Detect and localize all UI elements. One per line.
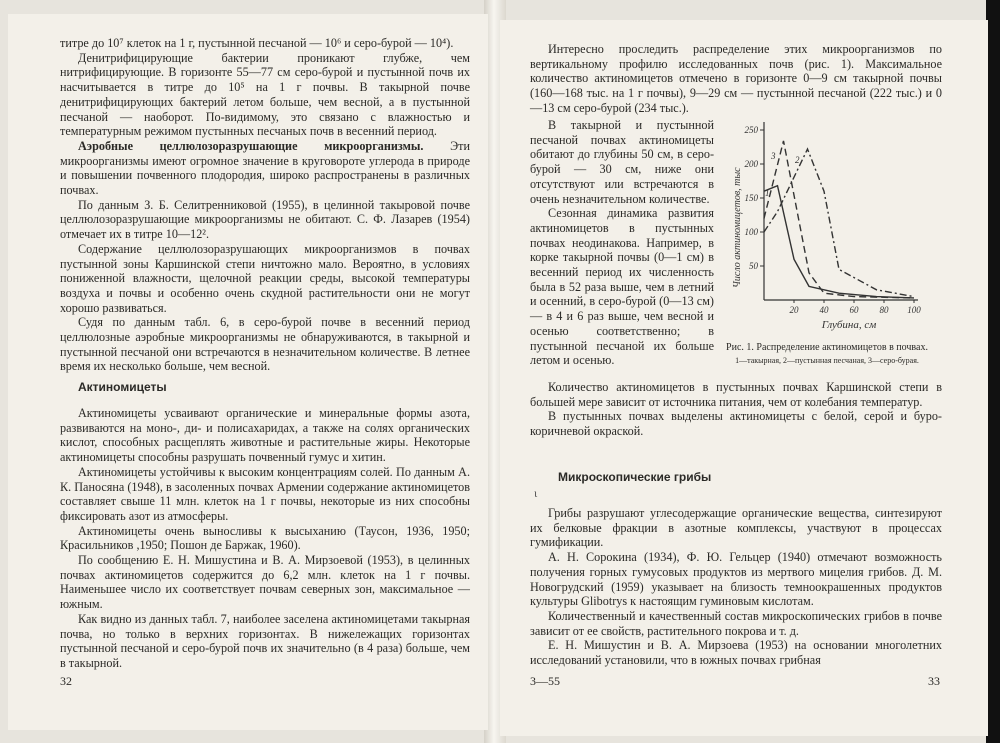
right-text-bottom bbox=[530, 506, 942, 668]
paragraph: Актиномицеты усваивают органические и минеральные формы азота, развиваются на моно-, ди- и полисахаридах, а также на солях органических кислот, способных расщеплять животные и растительные жиры. Некоторые актиномицеты способны разрушать почвенный гумус и хитин. bbox=[60, 406, 470, 465]
x-axis-label: Глубина, см bbox=[821, 319, 877, 331]
page-number-right: 33 bbox=[928, 674, 940, 688]
paragraph: По данным З. Б. Селитренниковой (1955), в целинной такыровой почве целлюлозоразрушающие микроорганизмы не обитают. С. Ф. Лазарев (1954) отмечает их в титре 10—12². bbox=[60, 197, 470, 242]
paragraph: Как видно из данных табл. 7, наиболее заселена актиномицетами такырная почва, но только в верхних горизонтах. В нижележащих горизонтах пустынной песчаной и серо-бурой почв их значительно (в 4 раза) больше, чем в такырной. bbox=[60, 611, 470, 670]
y-tick-label: 200 bbox=[744, 159, 758, 169]
y-tick-label: 150 bbox=[744, 193, 758, 203]
paragraph: Судя по данным табл. 6, в серо-бурой почве в весенний период целлюлозные аэробные микроорганизмы не обнаруживаются, в такырной и пустынной песчаной они встречаются в незначительном количестве. В летнее время их несколько больше, чем весной. bbox=[60, 315, 470, 374]
series-label-2: 2 bbox=[795, 155, 800, 166]
series-line-1 bbox=[764, 186, 914, 298]
series-label-3: 3 bbox=[771, 150, 776, 161]
series-line-3 bbox=[764, 141, 914, 298]
figure-caption bbox=[722, 342, 932, 367]
section-heading-actinomycetes: Актиномицеты bbox=[78, 380, 167, 394]
series-label-1: 1 bbox=[765, 187, 770, 198]
section-heading-fungi: Микроскопические грибы bbox=[558, 470, 712, 484]
paragraph: Е. Н. Мишустин и В. А. Мирзоева (1953) на основании многолетних исследований установили, что в южных почвах грибная bbox=[530, 638, 942, 668]
scan-dark-edge bbox=[986, 0, 1000, 743]
figure-chart bbox=[722, 110, 922, 340]
paragraph bbox=[60, 139, 470, 198]
signature-mark: 3—55 bbox=[530, 674, 560, 688]
paragraph: Содержание целлюлозоразрушающих микроорганизмов в почвах пустынной зоны Каршинской степи ничтожно мало. Вероятно, в условиях пониженной влажности, щелочной реакции среды, высокой температуры воздуха и почвы и особенно очень скудной растительности они не могут хорошо развиваться. bbox=[60, 241, 470, 315]
paragraph: Грибы разрушают углесодержащие органические вещества, синтезируют их белковые фракции в азотные комплексы, участвуют в процессах гумификации. bbox=[530, 506, 942, 550]
page-number-left: 32 bbox=[60, 674, 72, 688]
left-text-bottom bbox=[60, 406, 470, 671]
paragraph: титре до 10⁷ клеток на 1 г, пустынной песчаной — 10⁶ и серо-бурой — 10⁴). bbox=[60, 36, 454, 50]
right-text-top bbox=[530, 42, 942, 116]
paragraph: В пустынных почвах выделены актиномицеты с белой, серой и буро-коричневой окраской. bbox=[530, 409, 942, 439]
y-tick-label: 100 bbox=[744, 227, 758, 237]
x-tick-label: 60 bbox=[849, 305, 859, 315]
figure-caption-legend: 1—такырная, 2—пустынная песчаная, 3—серо-бурая. bbox=[735, 355, 919, 365]
left-page bbox=[8, 14, 488, 730]
paragraph: Актиномицеты устойчивы к высоким концентрациям солей. По данным А. К. Паносяна (1948), в засоленных почвах Армении содержание актиномицетов составляет свыше 11 млн. клеток на 1 г почвы, некоторые из них способны фиксировать азот из атмосферы. bbox=[60, 464, 470, 523]
paragraph: В такырной и пустынной песчаной почвах актиномицеты обитают до глубины 50 см, в серо-бурой — 30 см, ниже они отсутствуют или встречаются в очень незначительном количестве. bbox=[530, 118, 714, 206]
paragraph: По сообщению Е. Н. Мишустина и В. А. Мирзоевой (1953), в целинных почвах актиномицетов содержится до 6,2 млн. клеток на 1 г почвы. Наименьшее число их соответствует почвам северных зон, максимальное — южным. bbox=[60, 553, 470, 612]
paragraph: Сезонная динамика развития актиномицетов в пустынных почвах неодинакова. Например, в корке такырной почвы (0—1 см) в весенний период их численность была в 52 раза выше, чем в летний и осенний, в серо-бурой (0—13 см) — в 4 и 6 раз выше, чем весной и осенью соответственно; в пустынной песчаной их больше летом и осенью. bbox=[530, 206, 714, 368]
y-axis-label: Число актиномицетов, тыс bbox=[732, 167, 743, 288]
paragraph: Количество актиномицетов в пустынных почвах Каршинской степи в большей мере зависит от источника питания, чем от колебания температур. bbox=[530, 380, 942, 409]
right-page bbox=[500, 20, 988, 736]
y-tick-label: 50 bbox=[749, 261, 758, 271]
x-tick-label: 100 bbox=[907, 305, 921, 315]
x-tick-label: 20 bbox=[789, 305, 799, 315]
x-tick-label: 40 bbox=[819, 305, 829, 315]
bold-lead: Аэробные целлюлозоразрушающие микроорганизмы. bbox=[78, 138, 424, 153]
paragraph: Количественный и качественный состав микроскопических грибов в почве зависит от ее свойств, растительного покрова и т. д. bbox=[530, 608, 942, 638]
ink-mark: ι bbox=[534, 486, 538, 500]
paragraph-rest: Эти микроорганизмы имеют огромное значение в круговороте углерода в природе и повышении почвенного плодородия, широко распространены в различных почвах. bbox=[60, 138, 470, 198]
y-tick-label: 250 bbox=[744, 125, 758, 135]
right-text-middle bbox=[530, 380, 942, 439]
right-text-narrow bbox=[530, 118, 714, 368]
figure-caption-title: Рис. 1. Распределение актиномицетов в почвах. bbox=[726, 342, 928, 353]
paragraph: Интересно проследить распределение этих микроорганизмов по вертикальному профилю исследованных почв (рис. 1). Максимальное количество актиномицетов отмечено в горизонте 0—9 см такырной почвы (160—168 тыс. на 1 г почвы), 9—29 см — пустынной песчаной (222 тыс.) и 0—13 см серо-бурой (234 тыс.). bbox=[530, 42, 942, 115]
paragraph: Денитрифицирующие бактерии проникают глубже, чем нитрифицирующие. В горизонте 55—77 см серо-бурой и пустынной почв их насчитывается в титре до 10⁵ на 1 г почвы. В такырной почве денитрифицирующих бактерий летом больше, чем весной, а в пустынной песчаной — наоборот. По-видимому, это связано с влажностью и температурным режимом пустынных песчаных почв в весенний период. bbox=[60, 50, 470, 139]
left-text-top bbox=[60, 36, 470, 374]
paragraph: Актиномицеты очень выносливы к высыханию (Таусон, 1936, 1950; Красильников ,1950; Пошон де Баржак, 1960). bbox=[60, 523, 470, 553]
x-tick-label: 80 bbox=[879, 305, 889, 315]
paragraph: А. Н. Сорокина (1934), Ф. Ю. Гельцер (1940) отмечают возможность получения горных гумусовых продуктов из мертвого мицелия грибов. Д. М. Новогрудский (1959) указывает на близость темноокрашенных продуктов культуры Glibotrys к настоящим гуминовым кислотам. bbox=[530, 550, 942, 609]
